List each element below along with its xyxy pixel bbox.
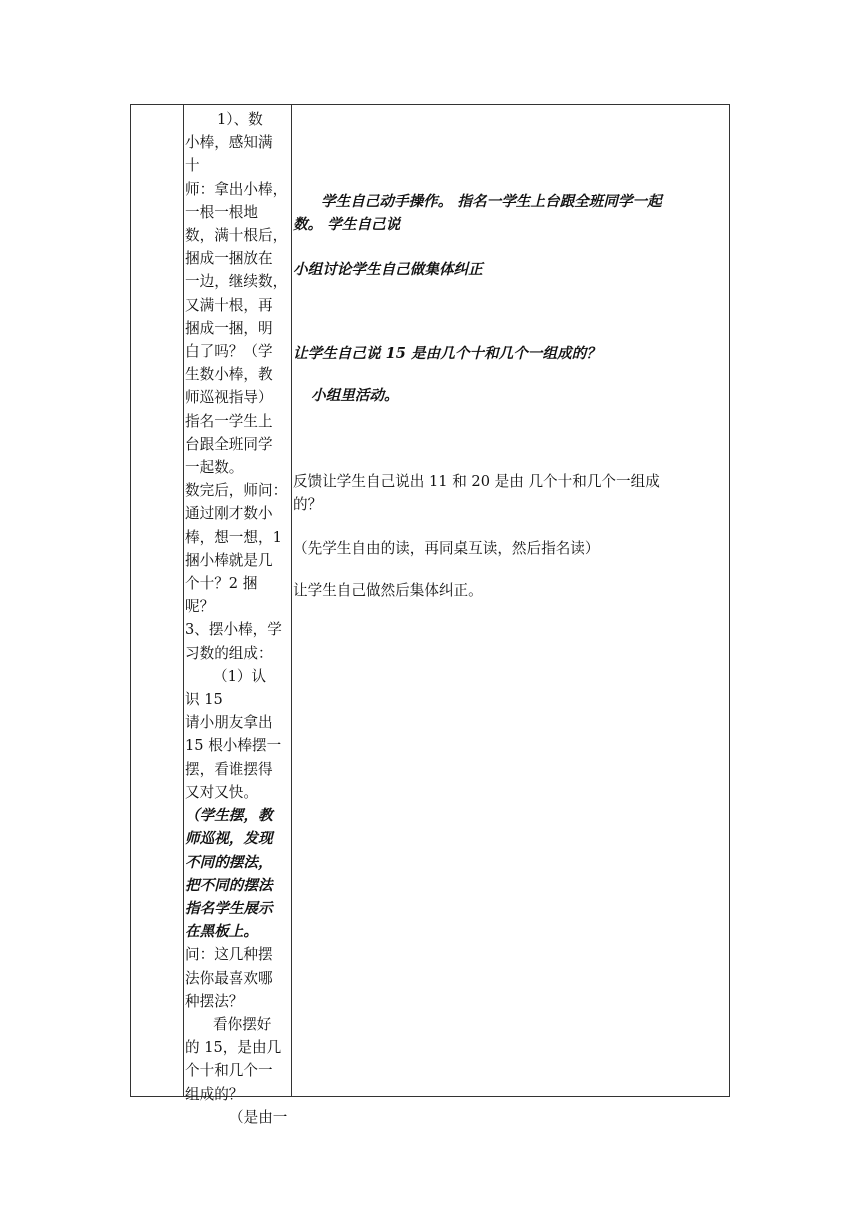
teacher-text-line: 看你摆好 bbox=[213, 1015, 272, 1033]
teacher-text-line: 捆小棒就是几 bbox=[185, 551, 273, 569]
teacher-text-line: 一起数。 bbox=[185, 459, 244, 477]
lesson-table bbox=[130, 104, 730, 1126]
teacher-text-line: （1）认 bbox=[213, 667, 267, 685]
teacher-text-line: 师：拿出小棒， bbox=[185, 180, 288, 198]
teacher-text-line: 15 根小棒摆一 bbox=[185, 737, 282, 755]
student-text: 数。 学生自己说 bbox=[293, 216, 401, 233]
student-block-correct: 让学生自己做然后集体纠正。 bbox=[293, 582, 483, 599]
teacher-text-line: 数完后，师问： bbox=[185, 482, 288, 500]
teacher-text-line: 组成的？ bbox=[185, 1085, 244, 1103]
student-block-operate bbox=[293, 190, 729, 236]
student-block-read: （先学生自由的读，再同桌互读，然后指名读） bbox=[293, 540, 600, 557]
teacher-text-line: 指名一学生上 bbox=[185, 412, 273, 430]
teacher-activity-column bbox=[185, 108, 292, 1129]
column-divider bbox=[183, 105, 184, 1096]
student-text: 学生自己动手操作。 指名一学生上台跟全班同学一起 bbox=[321, 193, 662, 210]
student-block-group: 小组里活动。 bbox=[311, 387, 399, 404]
teacher-text-line: 个十和几个一 bbox=[185, 1062, 273, 1080]
teacher-text-line: 3、摆小棒，学 bbox=[185, 621, 282, 639]
teacher-text-line: 白了吗？（学 bbox=[185, 343, 273, 361]
teacher-text-line: 识 15 bbox=[185, 691, 223, 709]
teacher-text-line: 捆成一捆，明 bbox=[185, 319, 273, 337]
teacher-text-line: 呢？ bbox=[185, 598, 215, 616]
student-block-feedback bbox=[293, 470, 729, 516]
teacher-text-line: 不同的摆法， bbox=[185, 853, 273, 871]
teacher-text-line: 一根一根地 bbox=[185, 203, 258, 221]
teacher-text-line: 生数小棒，教 bbox=[185, 366, 273, 384]
teacher-text-line: 种摆法？ bbox=[185, 992, 244, 1010]
teacher-text-line: 习数的组成： bbox=[185, 644, 273, 662]
teacher-text-line: 个十？2 捆 bbox=[185, 575, 258, 593]
teacher-text-line: 师巡视，发现 bbox=[185, 830, 273, 848]
teacher-text-line: 问：这几种摆 bbox=[185, 946, 273, 964]
teacher-text-line: 通过刚才数小 bbox=[185, 505, 273, 523]
student-block-composition: 让学生自己说 15 是由几个十和几个一组成的？ bbox=[293, 345, 601, 362]
teacher-text-line: 摆，看谁摆得 bbox=[185, 760, 273, 778]
teacher-text-line: 台跟全班同学 bbox=[185, 435, 273, 453]
empty-column bbox=[131, 105, 183, 1096]
student-block-discuss: 小组讨论学生自己做集体纠正 bbox=[293, 261, 483, 278]
student-text: 的？ bbox=[293, 496, 323, 513]
teacher-text-line: 在黑板上。 bbox=[185, 923, 258, 941]
teacher-text-line: 又对又快。 bbox=[185, 783, 258, 801]
teacher-text-line: 指名学生展示 bbox=[185, 899, 273, 917]
teacher-text-line: 捆成一捆放在 bbox=[185, 250, 273, 268]
teacher-text-line: 十 bbox=[185, 157, 200, 175]
student-text: 反馈让学生自己说出 11 和 20 是由 几个十和几个一组成 bbox=[293, 473, 660, 490]
teacher-text-line: 把不同的摆法 bbox=[185, 876, 273, 894]
teacher-text-line: 的 15，是由几 bbox=[185, 1039, 282, 1057]
teacher-text-line: 又满十根，再 bbox=[185, 296, 273, 314]
teacher-text-line: 法你最喜欢哪 bbox=[185, 969, 273, 987]
teacher-text-line: 师巡视指导） bbox=[185, 389, 273, 407]
teacher-text-line: 数，满十根后， bbox=[185, 227, 288, 245]
teacher-text-line: 请小朋友拿出 bbox=[185, 714, 273, 732]
teacher-text-line: 棒，想一想，1 bbox=[185, 528, 282, 546]
teacher-text-line: 小棒，感知满 bbox=[185, 134, 273, 152]
teacher-text-line: （是由一 bbox=[229, 1108, 288, 1126]
teacher-text-line: 一边，继续数， bbox=[185, 273, 288, 291]
teacher-text-line: （学生摆，教 bbox=[185, 807, 273, 825]
teacher-text-line: 1）、数 bbox=[217, 111, 263, 128]
